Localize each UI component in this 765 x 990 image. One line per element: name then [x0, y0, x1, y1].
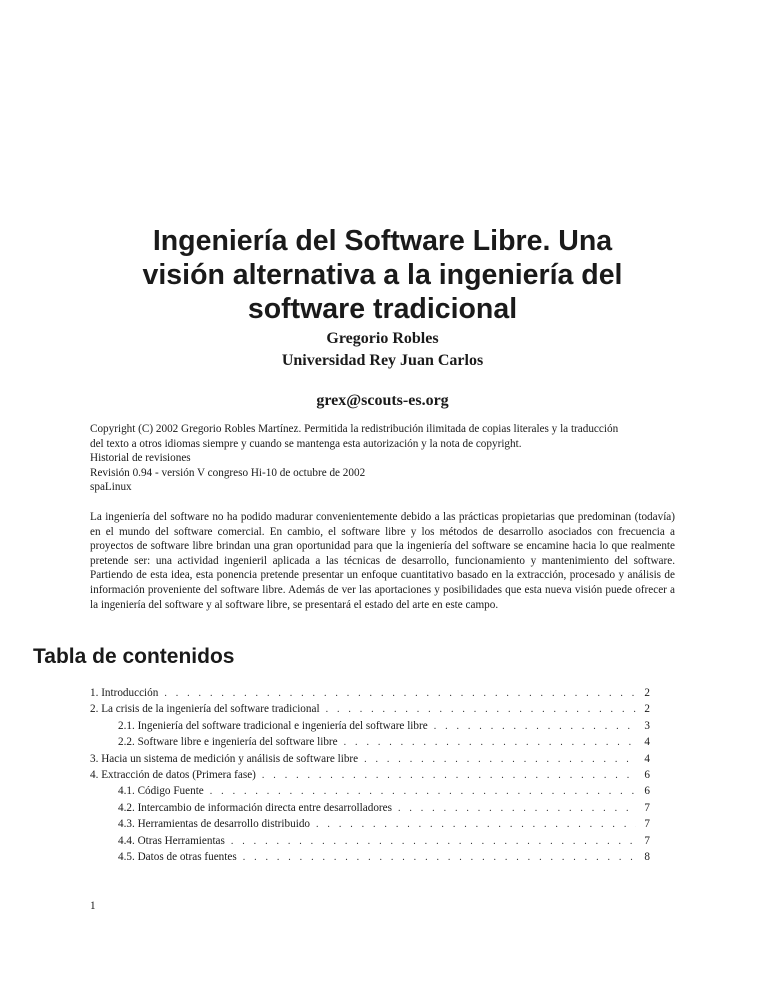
- toc-entry-page: 7: [644, 801, 650, 814]
- revision-author: spaLinux: [90, 481, 132, 493]
- toc-subentry[interactable]: [90, 785, 650, 801]
- toc-entry-page: 6: [644, 785, 650, 798]
- toc-entry-label: 4. Extracción de datos (Primera fase): [90, 768, 256, 781]
- toc-subentry[interactable]: [90, 802, 650, 818]
- copyright-line: del texto a otros idiomas siempre y cuando se mantenga esta autorización y la nota de copyright.: [90, 437, 522, 450]
- toc-leader-dots: [326, 704, 636, 715]
- document-metadata: [90, 422, 675, 495]
- toc-entry[interactable]: [90, 769, 650, 785]
- toc-entry[interactable]: [90, 687, 650, 703]
- toc-subentry[interactable]: [90, 736, 650, 752]
- toc-subentry[interactable]: [90, 835, 650, 851]
- toc-entry-label: 4.5. Datos de otras fuentes: [118, 850, 237, 863]
- document-title: [60, 224, 705, 326]
- toc-subentry[interactable]: [90, 720, 650, 736]
- toc-entry-label: 3. Hacia un sistema de medición y análisis de software libre: [90, 752, 359, 765]
- title-line: software tradicional: [247, 293, 518, 325]
- toc-leader-dots: [262, 770, 636, 781]
- toc-entry-page: 2: [644, 687, 650, 699]
- table-of-contents: [90, 687, 650, 867]
- toc-entry-page: 8: [644, 850, 650, 863]
- toc-entry-label: 4.3. Herramientas de desarrollo distribuido: [118, 818, 311, 831]
- toc-leader-dots: [243, 852, 636, 863]
- toc-entry-page: 2: [644, 703, 650, 716]
- revision-entry: Revisión 0.94 - versión V congreso Hi-10 de octubre de 2002: [90, 466, 366, 479]
- toc-entry-label: 4.4. Otras Herramientas: [118, 834, 225, 847]
- toc-entry-page: 4: [644, 736, 650, 749]
- author-affiliation: Universidad Rey Juan Carlos: [281, 352, 484, 369]
- toc-entry-label: 2.1. Ingeniería del software tradicional e ingeniería del software libre: [118, 719, 428, 732]
- toc-entry-label: 4.1. Código Fuente: [118, 785, 204, 798]
- toc-leader-dots: [398, 803, 636, 814]
- toc-subentry[interactable]: [90, 818, 650, 834]
- toc-subentry[interactable]: [90, 851, 650, 867]
- toc-heading: Tabla de contenidos: [33, 645, 235, 668]
- toc-entry-page: 4: [644, 752, 650, 765]
- toc-entry[interactable]: [90, 753, 650, 769]
- toc-entry-page: 3: [644, 719, 650, 732]
- revision-history-label: Historial de revisiones: [90, 452, 191, 464]
- abstract-paragraph: La ingeniería del software no ha podido madurar convenientemente debido a las prácticas propietarias que predominan (todavía) en el mundo del software comercial. En cambio, el software libre y los métodos de desarrollo asociados con frecuencia a proyectos de software libre brindan una gran oportunidad para que la ingeniería del software se encamine hacia lo que realmente pretende ser: una actividad ingenieril aplicada a las técnicas de desarrollo, funcionamiento y mantenimiento del software. Partiendo de esta idea, esta ponencia pretende presentar un enfoque cuantitativo basado en la extracción, procesado y análisis de información proveniente del software libre. Además de ver las aportaciones y posibilidades que esta nueva visión puede ofrecer a la ingeniería del software y al software libre, se presentará el estado del arte en este campo.: [90, 511, 675, 611]
- toc-leader-dots: [364, 754, 636, 765]
- toc-leader-dots: [210, 786, 636, 797]
- toc-entry-page: 6: [644, 768, 650, 781]
- toc-entry-page: 7: [644, 834, 650, 847]
- title-line: Ingeniería del Software Libre. Una: [152, 225, 613, 257]
- toc-leader-dots: [231, 836, 636, 847]
- copyright-line: Copyright (C) 2002 Gregorio Robles Martínez. Permitida la redistribución ilimitada de copias literales y la traducción: [90, 423, 619, 435]
- author-email: grex@scouts-es.org: [316, 392, 449, 409]
- title-line: visión alternativa a la ingeniería del: [142, 259, 623, 291]
- toc-entry-label: 1. Introducción: [90, 687, 159, 699]
- toc-entry-label: 2.2. Software libre e ingeniería del software libre: [118, 736, 338, 749]
- toc-leader-dots: [434, 721, 636, 732]
- toc-entry-page: 7: [644, 818, 650, 831]
- toc-leader-dots: [344, 737, 636, 748]
- toc-entry-label: 2. La crisis de la ingeniería del software tradicional: [90, 703, 320, 716]
- toc-entry[interactable]: [90, 703, 650, 719]
- page-number: 1: [90, 900, 96, 912]
- toc-leader-dots: [164, 688, 636, 699]
- toc-entry-label: 4.2. Intercambio de información directa entre desarrolladores: [118, 801, 392, 814]
- toc-leader-dots: [316, 819, 636, 830]
- author-name: Gregorio Robles: [326, 330, 439, 347]
